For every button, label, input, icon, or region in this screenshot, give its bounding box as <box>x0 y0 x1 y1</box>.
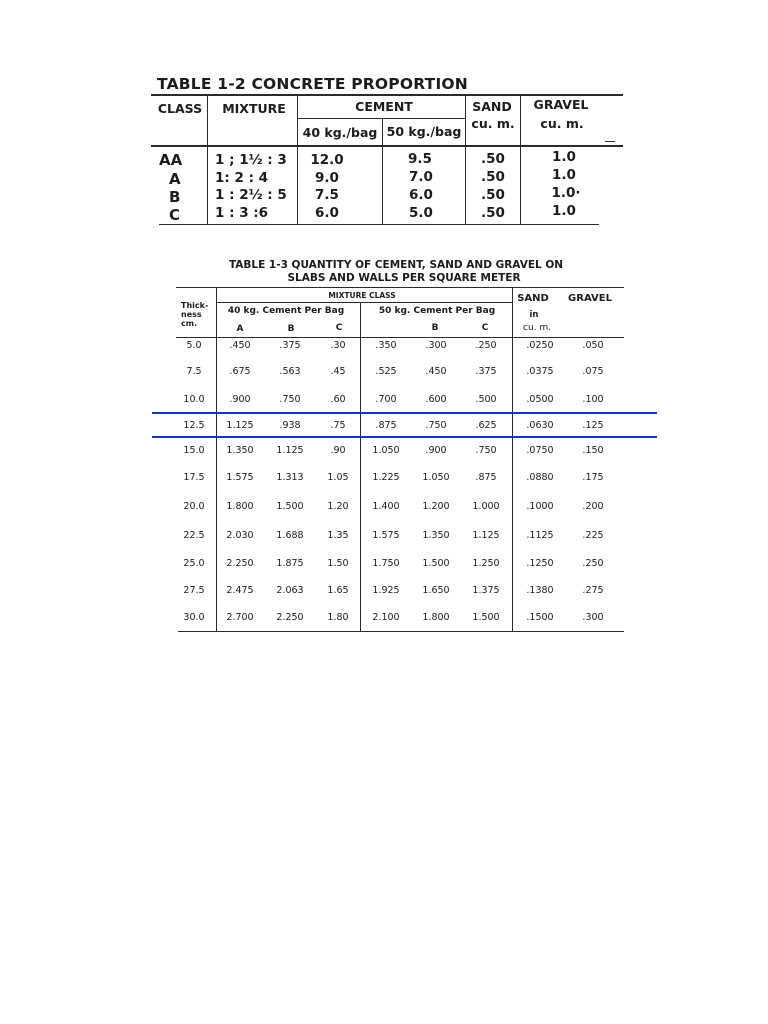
cement50-a-cell: 1.050 <box>372 445 400 456</box>
cement40-a-cell: 1.575 <box>226 472 254 483</box>
gravel-cell: .225 <box>582 530 604 541</box>
class-b-header-50kg: B <box>431 323 439 333</box>
cement50-a-cell: .875 <box>375 420 397 431</box>
cement40-a-cell: 2.030 <box>226 530 254 541</box>
cement50-c-cell: .750 <box>475 445 497 456</box>
gravel-cell: .200 <box>582 501 604 512</box>
cement40-b-cell: 1.125 <box>276 445 304 456</box>
cement-50kg-header: 50 kg./bag <box>386 124 462 139</box>
class-cell: C <box>169 206 181 224</box>
cement40-c-cell: .30 <box>330 340 346 351</box>
class-c-header: C <box>335 323 343 333</box>
mixture-cell: 1 : 3 :6 <box>215 205 269 221</box>
cement-40-cell: 7.5 <box>315 187 339 203</box>
table-1-2-title: TABLE 1-2 CONCRETE PROPORTION <box>157 75 468 93</box>
cement40-c-cell: .45 <box>330 366 346 377</box>
cement50-b-cell: 1.050 <box>422 472 450 483</box>
thickness-cell: 22.5 <box>183 530 205 541</box>
table-1-2 <box>151 94 623 230</box>
cement50-c-cell: 1.500 <box>472 612 500 623</box>
cement50-c-cell: 1.000 <box>472 501 500 512</box>
sand-cell: .1125 <box>526 530 554 541</box>
sand-cell: .0630 <box>526 420 554 431</box>
cement50-b-cell: .450 <box>425 366 447 377</box>
cement40-a-cell: .900 <box>229 394 251 405</box>
mixture-header: MIXTURE <box>222 101 286 116</box>
class-header: CLASS <box>157 101 203 116</box>
cement50-c-cell: 1.250 <box>472 558 500 569</box>
table-1-3-bottom-rule <box>178 631 624 632</box>
cement50-b-cell: 1.200 <box>422 501 450 512</box>
sand-header: SAND <box>517 293 549 304</box>
cement40-b-cell: .750 <box>279 394 301 405</box>
sand-cell: .0375 <box>526 366 554 377</box>
gravel-cell: 1.0 <box>552 203 576 219</box>
table-1-2-bottom-rule <box>159 224 599 225</box>
cement40-b-cell: 1.313 <box>276 472 304 483</box>
mixture-cell: 1: 2 : 4 <box>215 170 269 186</box>
gravel-unit-header: cu. m. <box>540 116 584 131</box>
cement-50kg-header: 50 kg. Cement Per Bag <box>378 306 496 316</box>
cement-40-cell: 9.0 <box>315 170 339 186</box>
cement-header: CEMENT <box>355 99 413 114</box>
cement50-b-cell: 1.650 <box>422 585 450 596</box>
mixture-cell: 1 ; 1½ : 3 <box>215 152 287 168</box>
cement50-c-cell: .875 <box>475 472 497 483</box>
thickness-header-line2: ness <box>181 310 202 319</box>
sand-cell: .0250 <box>526 340 554 351</box>
gravel-cell: .125 <box>582 420 604 431</box>
sand-cell: .1250 <box>526 558 554 569</box>
table-1-3-mixture-class-rule <box>216 302 512 303</box>
sand-cell: .0500 <box>526 394 554 405</box>
gravel-cell: 1.0 <box>552 167 576 183</box>
cement50-c-cell: .250 <box>475 340 497 351</box>
cement40-b-cell: .938 <box>279 420 301 431</box>
cement40-c-cell: 1.80 <box>327 612 349 623</box>
cement40-c-cell: 1.50 <box>327 558 349 569</box>
sand-unit-header: cu. m. <box>471 116 515 131</box>
cement50-a-cell: 1.225 <box>372 472 400 483</box>
class-cell: B <box>169 188 181 206</box>
sand-cell: .50 <box>481 205 505 221</box>
cement50-a-cell: .700 <box>375 394 397 405</box>
sand-cell: .1500 <box>526 612 554 623</box>
cement50-a-cell: 2.100 <box>372 612 400 623</box>
sand-cell: .1380 <box>526 585 554 596</box>
gravel-header: GRAVEL <box>533 97 589 112</box>
cement50-a-cell: .350 <box>375 340 397 351</box>
thickness-header-line1: Thick- <box>181 301 209 310</box>
cement40-b-cell: .563 <box>279 366 301 377</box>
table-1-3-col-divider <box>512 287 513 632</box>
cement40-a-cell: 2.475 <box>226 585 254 596</box>
cement-50-cell: 6.0 <box>409 187 433 203</box>
cement40-a-cell: 1.350 <box>226 445 254 456</box>
cement50-b-cell: .750 <box>425 420 447 431</box>
sand-cell: .50 <box>481 187 505 203</box>
cement-40kg-header: 40 kg./bag <box>302 125 378 140</box>
cement50-a-cell: 1.575 <box>372 530 400 541</box>
table-1-3-header-rule <box>176 337 624 338</box>
table-1-2-col-divider <box>520 94 521 225</box>
table-1-2-col-divider <box>207 94 208 225</box>
cement-40kg-header: 40 kg. Cement Per Bag <box>227 306 345 316</box>
cement40-c-cell: .75 <box>330 420 346 431</box>
class-c-header-50kg: C <box>481 323 489 333</box>
thickness-cell: 15.0 <box>183 445 205 456</box>
gravel-header: GRAVEL <box>568 293 612 304</box>
table-1-3-subtitle: SLABS AND WALLS PER SQUARE METER <box>287 272 521 284</box>
cement50-a-cell: 1.750 <box>372 558 400 569</box>
cement40-a-cell: .450 <box>229 340 251 351</box>
sand-cell: .50 <box>481 169 505 185</box>
cement-40-cell: 6.0 <box>315 205 339 221</box>
cement40-b-cell: .375 <box>279 340 301 351</box>
cement40-b-cell: 2.063 <box>276 585 304 596</box>
table-1-2-col-divider <box>382 119 383 225</box>
table-1-3 <box>176 287 624 637</box>
cement50-b-cell: .600 <box>425 394 447 405</box>
sand-cell: .0880 <box>526 472 554 483</box>
thickness-cell: 12.5 <box>183 420 205 431</box>
thickness-cell: 25.0 <box>183 558 205 569</box>
cement40-b-cell: 1.875 <box>276 558 304 569</box>
class-cell: AA <box>159 151 183 169</box>
cement40-a-cell: 2.250 <box>226 558 254 569</box>
table-1-3-col-divider <box>216 287 217 632</box>
cement50-b-cell: .900 <box>425 445 447 456</box>
sand-cell: .0750 <box>526 445 554 456</box>
sand-in-header: in <box>529 310 539 320</box>
cement40-c-cell: 1.05 <box>327 472 349 483</box>
thickness-cell: 27.5 <box>183 585 205 596</box>
class-cell: A <box>169 170 181 188</box>
cement50-a-cell: 1.400 <box>372 501 400 512</box>
gravel-cell: .275 <box>582 585 604 596</box>
cement50-a-cell: .525 <box>375 366 397 377</box>
table-1-2-header-rule <box>151 145 623 147</box>
sand-unit-header: cu. m. <box>522 323 552 333</box>
cement50-b-cell: .300 <box>425 340 447 351</box>
cement40-c-cell: 1.20 <box>327 501 349 512</box>
cement40-a-cell: 1.125 <box>226 420 254 431</box>
class-b-header: B <box>287 324 295 334</box>
cement-50-cell: 7.0 <box>409 169 433 185</box>
highlight-line-top <box>152 412 657 414</box>
table-1-3-top-rule <box>176 287 624 288</box>
cement50-c-cell: 1.375 <box>472 585 500 596</box>
table-1-3-col-divider <box>360 303 361 632</box>
cement40-b-cell: 2.250 <box>276 612 304 623</box>
cement40-c-cell: 1.65 <box>327 585 349 596</box>
cement40-a-cell: .675 <box>229 366 251 377</box>
cement40-c-cell: .90 <box>330 445 346 456</box>
gravel-cell: .100 <box>582 394 604 405</box>
cement-40-cell: 12.0 <box>310 152 344 168</box>
gravel-cell: .050 <box>582 340 604 351</box>
cement50-b-cell: 1.350 <box>422 530 450 541</box>
thickness-cell: 7.5 <box>186 366 202 377</box>
thickness-cell: 5.0 <box>186 340 202 351</box>
cement40-b-cell: 1.688 <box>276 530 304 541</box>
cement50-a-cell: 1.925 <box>372 585 400 596</box>
cement40-c-cell: 1.35 <box>327 530 349 541</box>
mixture-class-header: MIXTURE CLASS <box>328 291 396 300</box>
table-1-2-top-rule <box>151 94 623 96</box>
cement40-a-cell: 2.700 <box>226 612 254 623</box>
table-1-2-col-divider <box>297 94 298 225</box>
gravel-cell: .250 <box>582 558 604 569</box>
cement50-c-cell: 1.125 <box>472 530 500 541</box>
cement40-b-cell: 1.500 <box>276 501 304 512</box>
class-a-header: A <box>236 324 244 334</box>
cement50-c-cell: .625 <box>475 420 497 431</box>
gravel-cell: .150 <box>582 445 604 456</box>
gravel-cell: 1.0· <box>551 185 581 201</box>
gravel-cell: 1.0 <box>552 149 576 165</box>
cement40-c-cell: .60 <box>330 394 346 405</box>
gravel-cell: .075 <box>582 366 604 377</box>
sand-cell: .1000 <box>526 501 554 512</box>
table-1-2-col-divider <box>465 94 466 225</box>
cement50-c-cell: .500 <box>475 394 497 405</box>
cement50-c-cell: .375 <box>475 366 497 377</box>
mixture-cell: 1 : 2½ : 5 <box>215 187 287 203</box>
thickness-header-line3: cm. <box>181 319 198 328</box>
sand-cell: .50 <box>481 151 505 167</box>
sand-header: SAND <box>472 99 512 114</box>
gravel-cell: .300 <box>582 612 604 623</box>
cement-50-cell: 9.5 <box>408 151 432 167</box>
cement50-b-cell: 1.500 <box>422 558 450 569</box>
thickness-cell: 17.5 <box>183 472 205 483</box>
thickness-cell: 10.0 <box>183 394 205 405</box>
cement50-b-cell: 1.800 <box>422 612 450 623</box>
cement-50-cell: 5.0 <box>409 205 433 221</box>
table-1-3-title: TABLE 1-3 QUANTITY OF CEMENT, SAND AND GRAVEL ON <box>228 259 564 271</box>
cement40-a-cell: 1.800 <box>226 501 254 512</box>
thickness-cell: 30.0 <box>183 612 205 623</box>
gravel-cell: .175 <box>582 472 604 483</box>
thickness-cell: 20.0 <box>183 501 205 512</box>
table-1-2-stray-mark <box>605 141 615 142</box>
highlight-line-bottom <box>152 436 657 438</box>
